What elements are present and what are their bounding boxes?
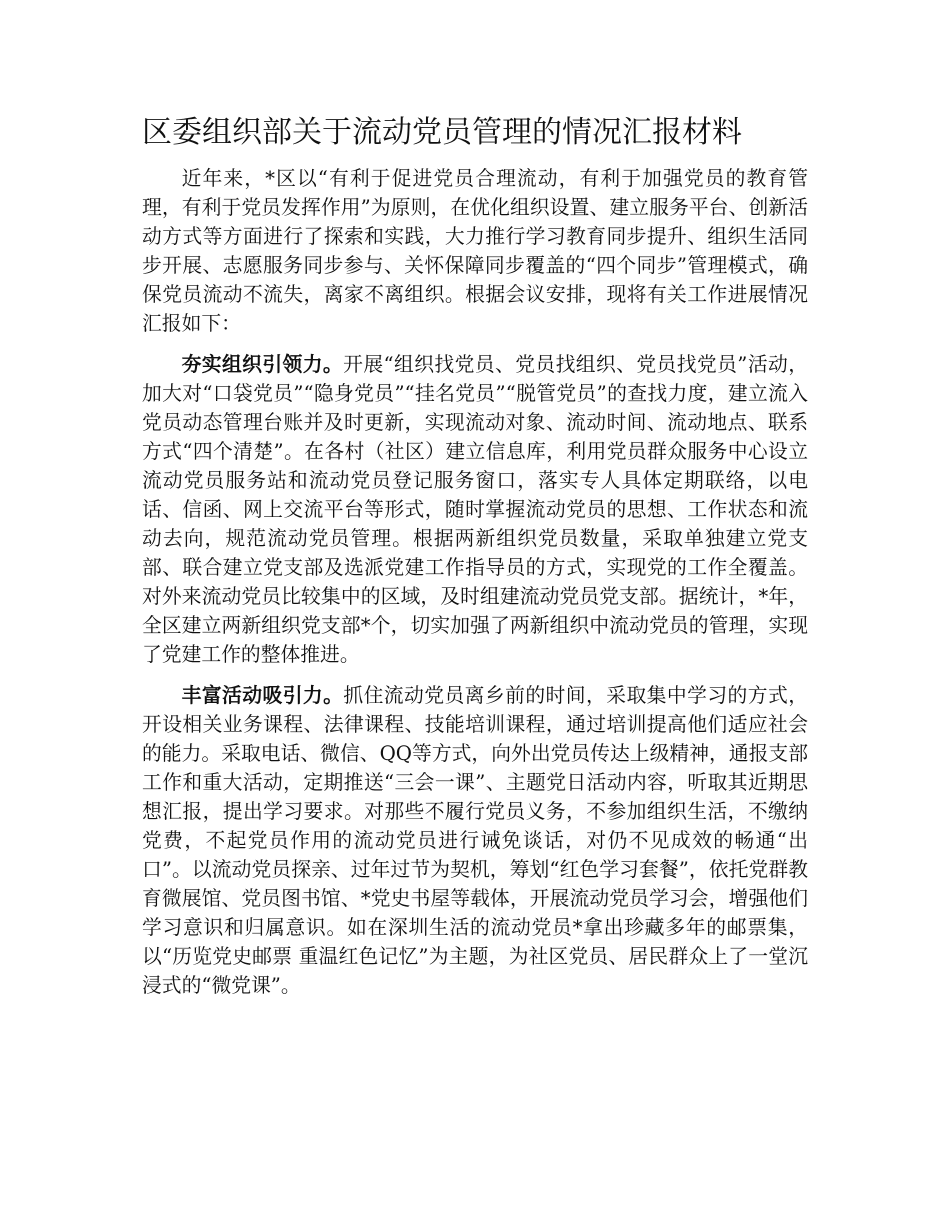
section-heading-activities: 丰富活动吸引力。 bbox=[181, 684, 344, 707]
document-body bbox=[142, 112, 808, 1012]
section-body-organization: 开展“组织找党员、党员找组织、党员找党员”活动，加大对“口袋党员”“隐身党员”“挂名党员”“脱管党员”的查找力度，建立流入党员动态管理台账并及时更新，实现流动对象、流动时间、流动地点、联系方式“四个清楚”。在各村（社区）建立信息库，利用党员群众服务中心设立流动党员服务站和流动党员登记服务窗口，落实专人具体定期联络，以电话、信函、网上交流平台等形式，随时掌握流动党员的思想、工作状态和流动去向，规范流动党员管理。根据两新组织党员数量，采取单独建立党支部、联合建立党支部及选派党建工作指导员的方式，实现党的工作全覆盖。对外来流动党员比较集中的区域，及时组建流动党员党支部。据统计，*年，全区建立两新组织党支部*个，切实加强了两新组织中流动党员的管理，实现了党建工作的整体推进。 bbox=[142, 353, 808, 666]
document-title: 区委组织部关于流动党员管理的情况汇报材料 bbox=[142, 115, 742, 150]
section-body-activities: 抓住流动党员离乡前的时间，采取集中学习的方式，开设相关业务课程、法律课程、技能培训课程，通过培训提高他们适应社会的能力。采取电话、微信、QQ等方式，向外出党员传达上级精神，通报支部工作和重大活动，定期推送“三会一课”、主题党日活动内容，听取其近期思想汇报，提出学习要求。对那些不履行党员义务，不参加组织生活，不缴纳党费，不起党员作用的流动党员进行诫免谈话，对仍不见成效的畅通“出口”。以流动党员探亲、过年过节为契机，筹划“红色学习套餐”，依托党群教育微展馆、党员图书馆、*党史书屋等载体，开展流动党员学习会，增强他们学习意识和归属意识。如在深圳生活的流动党员*拿出珍藏多年的邮票集，以“历览党史邮票 重温红色记忆”为主题，为社区党员、居民群众上了一堂沉浸式的“微党课”。 bbox=[142, 684, 808, 997]
section-paragraph-organization bbox=[142, 350, 808, 669]
section-heading-organization: 夯实组织引领力。 bbox=[181, 353, 344, 376]
section-paragraph-activities bbox=[142, 681, 808, 1000]
intro-paragraph: 近年来，*区以“有利于促进党员合理流动，有利于加强党员的教育管理，有利于党员发挥作用”为原则，在优化组织设置、建立服务平台、创新活动方式等方面进行了探索和实践，大力推行学习教育同步提升、组织生活同步开展、志愿服务同步参与、关怀保障同步覆盖的“四个同步”管理模式，确保党员流动不流失，离家不离组织。根据会议安排，现将有关工作进展情况汇报如下： bbox=[142, 167, 808, 335]
